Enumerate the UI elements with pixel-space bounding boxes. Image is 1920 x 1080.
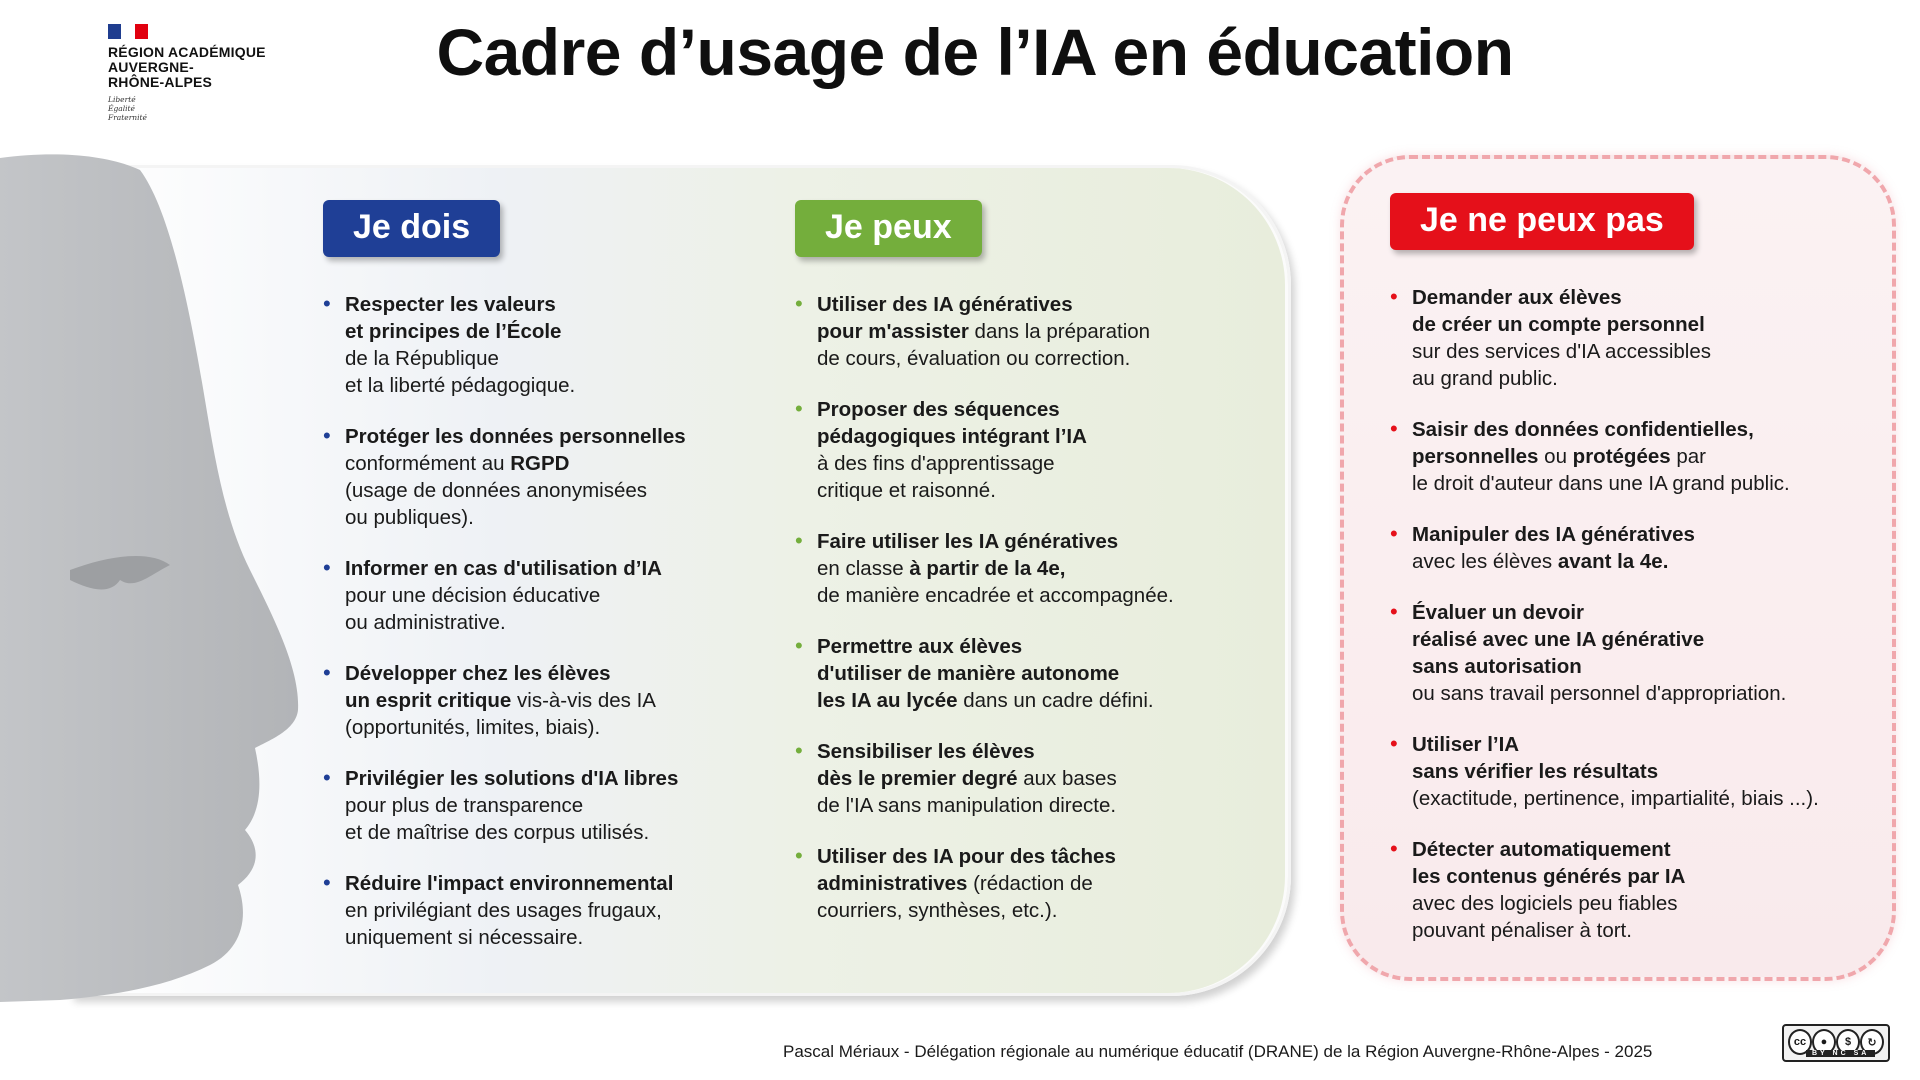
head-profile-icon bbox=[0, 150, 320, 1010]
plain-text: (rédaction de courriers, synthèses, etc.). bbox=[817, 872, 1093, 922]
emphasis-text: Manipuler des IA génératives bbox=[1412, 523, 1695, 546]
bullet-icon: • bbox=[795, 528, 803, 553]
plain-text: pour plus de transparence et de maîtrise des corpus utilisés. bbox=[345, 794, 650, 844]
list-item bbox=[795, 528, 1235, 609]
list-item-text bbox=[817, 396, 1235, 504]
emphasis-text: Privilégier les solutions d'IA libres bbox=[345, 767, 679, 790]
license-labels: BY NC SA bbox=[1806, 1050, 1875, 1057]
bullet-icon: • bbox=[795, 633, 803, 658]
cc-icon: cc bbox=[1788, 1029, 1812, 1055]
bullet-icon: • bbox=[1390, 521, 1398, 546]
nc-dollar-icon: $ bbox=[1836, 1029, 1860, 1055]
sa-share-icon: ↻ bbox=[1860, 1029, 1884, 1055]
list-item bbox=[1390, 416, 1870, 497]
plain-text: dans un cadre défini. bbox=[957, 689, 1154, 712]
bullet-icon: • bbox=[323, 423, 331, 448]
list-item bbox=[795, 843, 1235, 924]
list-item bbox=[1390, 836, 1870, 944]
list-item-text bbox=[345, 555, 743, 636]
emphasis-text: protégées bbox=[1572, 445, 1671, 468]
bullet-icon: • bbox=[323, 555, 331, 580]
list-item bbox=[323, 660, 743, 741]
list-item bbox=[795, 396, 1235, 504]
logo-motto: Liberté Égalité Fraternité bbox=[108, 95, 147, 122]
plain-text: ou sans travail personnel d'appropriation. bbox=[1412, 682, 1787, 705]
plain-text: dans la préparation de cours, évaluation ou correction. bbox=[817, 320, 1151, 370]
emphasis-text: Utiliser l’IA sans vérifier les résultats bbox=[1412, 733, 1659, 783]
list-item-text bbox=[1412, 284, 1870, 392]
emphasis-text: Réduire l'impact environnemental bbox=[345, 872, 674, 895]
emphasis-text: Respecter les valeurs et principes de l’École bbox=[345, 293, 562, 343]
heading-je-dois: Je dois bbox=[323, 200, 500, 257]
bullet-icon: • bbox=[1390, 284, 1398, 309]
emphasis-text: Utiliser des IA pour des tâches administratives bbox=[817, 845, 1116, 895]
emphasis-text: Détecter automatiquement les contenus générés par IA bbox=[1412, 838, 1686, 888]
emphasis-text: Évaluer un devoir réalisé avec une IA générative sans autorisation bbox=[1412, 601, 1705, 678]
list-item-text bbox=[345, 423, 743, 531]
list-item bbox=[795, 291, 1235, 372]
list-item bbox=[323, 555, 743, 636]
list-item bbox=[323, 765, 743, 846]
bullet-icon: • bbox=[323, 765, 331, 790]
list-item bbox=[795, 738, 1235, 819]
list-item bbox=[1390, 599, 1870, 707]
bullet-icon: • bbox=[323, 660, 331, 685]
plain-text: ou bbox=[1538, 445, 1573, 468]
bullet-icon: • bbox=[1390, 836, 1398, 861]
list-item bbox=[323, 423, 743, 531]
bullet-icon: • bbox=[795, 738, 803, 763]
plain-text: avec les élèves bbox=[1412, 550, 1553, 573]
plain-text: vis-à-vis des IA (opportunités, limites, biais). bbox=[345, 689, 656, 739]
list-item-text bbox=[345, 870, 743, 951]
emphasis-text: Demander aux élèves de créer un compte personnel bbox=[1412, 286, 1705, 336]
by-person-icon: ● bbox=[1812, 1029, 1836, 1055]
emphasis-text: Faire utiliser les IA génératives bbox=[817, 530, 1119, 553]
emphasis-text: Utiliser des IA génératives pour m'assister bbox=[817, 293, 1073, 343]
list-item bbox=[795, 633, 1235, 714]
emphasis-text: à partir de la 4e, bbox=[909, 557, 1066, 580]
column-je-dois bbox=[323, 200, 743, 975]
emphasis-text: Saisir des données confidentielles, personnelles bbox=[1412, 418, 1754, 468]
emphasis-text: Permettre aux élèves d'utiliser de manière autonome les IA au lycée bbox=[817, 635, 1120, 712]
list-item-text bbox=[345, 291, 743, 399]
plain-text: à des fins d'apprentissage critique et raisonné. bbox=[817, 452, 1055, 502]
list-item bbox=[323, 870, 743, 951]
plain-text: de manière encadrée et accompagnée. bbox=[817, 584, 1174, 607]
bullet-icon: • bbox=[795, 396, 803, 421]
plain-text: avec des logiciels peu fiables pouvant pénaliser à tort. bbox=[1412, 892, 1678, 942]
list-item-text bbox=[1412, 416, 1870, 497]
bullet-icon: • bbox=[1390, 731, 1398, 756]
emphasis-text: RGPD bbox=[510, 452, 570, 475]
bullet-icon: • bbox=[795, 843, 803, 868]
bullet-icon: • bbox=[795, 291, 803, 316]
emphasis-text: Informer en cas d'utilisation d’IA bbox=[345, 557, 662, 580]
plain-text: par le droit d'auteur dans une IA grand public. bbox=[1412, 445, 1790, 495]
logo-name: RÉGION ACADÉMIQUE AUVERGNE- RHÔNE-ALPES bbox=[108, 44, 266, 90]
list-item-text bbox=[1412, 521, 1870, 575]
plain-text: aux bases de l'IA sans manipulation directe. bbox=[817, 767, 1117, 817]
emphasis-text: Proposer des séquences pédagogiques intégrant l’IA bbox=[817, 398, 1087, 448]
plain-text: de la République et la liberté pédagogique. bbox=[345, 347, 576, 397]
list-item-text bbox=[1412, 836, 1870, 944]
plain-text: (usage de données anonymisées ou publiques). bbox=[345, 479, 648, 529]
list-item-text bbox=[345, 765, 743, 846]
plain-text: pour une décision éducative ou administrative. bbox=[345, 584, 601, 634]
column-je-ne-peux-pas bbox=[1390, 193, 1870, 968]
page-title: Cadre d’usage de l’IA en éducation bbox=[436, 15, 1514, 89]
emphasis-text: Protéger les données personnelles bbox=[345, 425, 686, 448]
list-item-text bbox=[1412, 731, 1870, 812]
emphasis-text: Développer chez les élèves un esprit critique bbox=[345, 662, 611, 712]
list-item-text bbox=[345, 660, 743, 741]
emphasis-text: Sensibiliser les élèves dès le premier degré bbox=[817, 740, 1035, 790]
list-item-text bbox=[817, 291, 1235, 372]
plain-text: (exactitude, pertinence, impartialité, biais ...). bbox=[1412, 787, 1819, 810]
list-item bbox=[323, 291, 743, 399]
bullet-icon: • bbox=[323, 291, 331, 316]
list-item-text bbox=[817, 528, 1235, 609]
bullet-icon: • bbox=[323, 870, 331, 895]
list-item-text bbox=[817, 633, 1235, 714]
plain-text: en classe bbox=[817, 557, 904, 580]
list-je-ne-peux-pas bbox=[1390, 284, 1870, 944]
footer-credit: Pascal Mériaux - Délégation régionale au numérique éducatif (DRANE) de la Région Auvergne-Rhône-Alpes - 2025 bbox=[783, 1042, 1653, 1061]
plain-text: en privilégiant des usages frugaux, uniquement si nécessaire. bbox=[345, 899, 662, 949]
plain-text: conformément au bbox=[345, 452, 505, 475]
list-item bbox=[1390, 284, 1870, 392]
list-item-text bbox=[817, 843, 1235, 924]
column-je-peux bbox=[795, 200, 1235, 948]
list-item-text bbox=[1412, 599, 1870, 707]
list-item bbox=[1390, 521, 1870, 575]
list-je-peux bbox=[795, 291, 1235, 924]
list-item-text bbox=[817, 738, 1235, 819]
emphasis-text: avant la 4e. bbox=[1557, 550, 1669, 573]
list-je-dois bbox=[323, 291, 743, 951]
list-item bbox=[1390, 731, 1870, 812]
bullet-icon: • bbox=[1390, 599, 1398, 624]
heading-je-ne-peux-pas: Je ne peux pas bbox=[1390, 193, 1694, 250]
plain-text: sur des services d'IA accessibles au grand public. bbox=[1412, 340, 1712, 390]
bullet-icon: • bbox=[1390, 416, 1398, 441]
heading-je-peux: Je peux bbox=[795, 200, 982, 257]
